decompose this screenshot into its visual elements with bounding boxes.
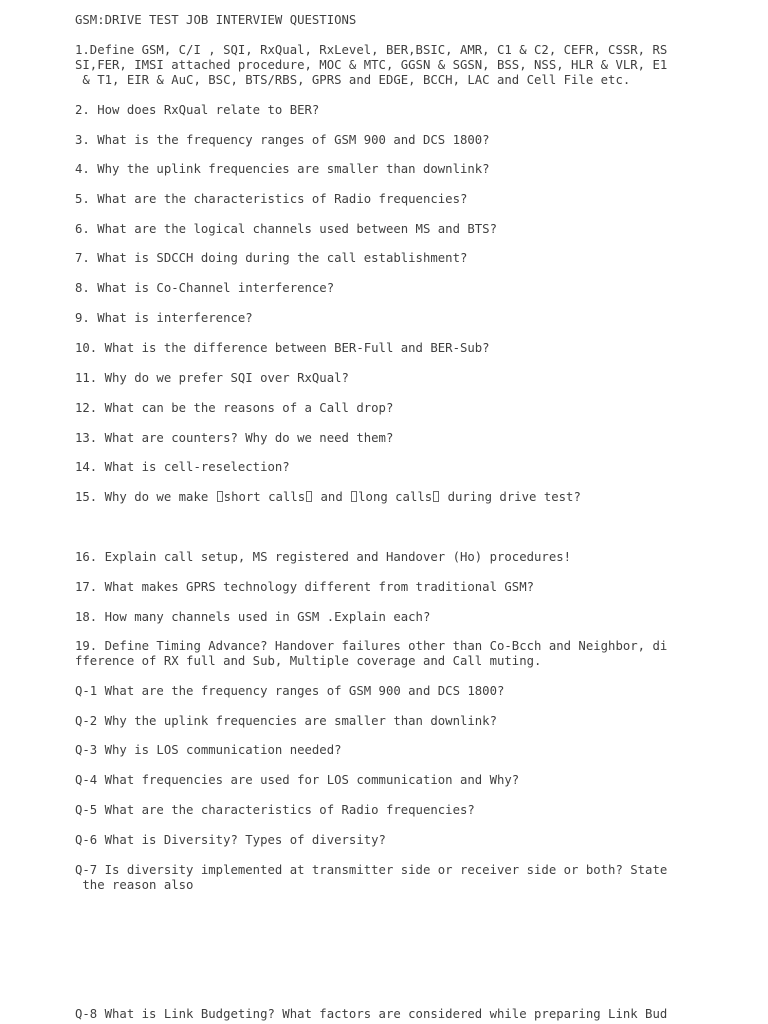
question-1-line-2: SI,FER, IMSI attached procedure, MOC & MTC, GGSN & SGSN, BSS, NSS, HLR & VLR, E1: [75, 58, 668, 72]
q-2: Q-2 Why the uplink frequencies are smaller than downlink?: [75, 714, 497, 728]
question-8: 8. What is Co-Channel interference?: [75, 281, 335, 295]
question-14: 14. What is cell-reselection?: [75, 460, 290, 474]
q-3: Q-3 Why is LOS communication needed?: [75, 743, 342, 757]
q-1: Q-1 What are the frequency ranges of GSM 900 and DCS 1800?: [75, 684, 505, 698]
question-18: 18. How many channels used in GSM .Explain each?: [75, 610, 431, 624]
question-2: 2. How does RxQual relate to BER?: [75, 103, 320, 117]
question-5: 5. What are the characteristics of Radio frequencies?: [75, 192, 468, 206]
question-3: 3. What is the frequency ranges of GSM 900 and DCS 1800?: [75, 133, 490, 147]
q-5: Q-5 What are the characteristics of Radio frequencies?: [75, 803, 475, 817]
question-15-part-a: 15. Why do we make: [75, 490, 216, 504]
question-19-line-2: fference of RX full and Sub, Multiple coverage and Call muting.: [75, 654, 542, 668]
question-1-line-3: & T1, EIR & AuC, BSC, BTS/RBS, GPRS and EDGE, BCCH, LAC and Cell File etc.: [75, 73, 631, 87]
question-15-part-e: during drive test?: [440, 490, 581, 504]
question-15-part-b: short calls: [223, 490, 306, 504]
question-11: 11. Why do we prefer SQI over RxQual?: [75, 371, 349, 385]
q-4: Q-4 What frequencies are used for LOS communication and Why?: [75, 773, 520, 787]
question-13: 13. What are counters? Why do we need them?: [75, 431, 394, 445]
question-19-line-1: 19. Define Timing Advance? Handover failures other than Co-Bcch and Neighbor, di: [75, 639, 668, 653]
question-6: 6. What are the logical channels used between MS and BTS?: [75, 222, 497, 236]
question-4: 4. Why the uplink frequencies are smaller than downlink?: [75, 162, 490, 176]
question-7: 7. What is SDCCH doing during the call establishment?: [75, 251, 468, 265]
q-6: Q-6 What is Diversity? Types of diversity?: [75, 833, 386, 847]
q-7-line-2: the reason also: [75, 878, 194, 892]
missing-glyph-icon: [433, 491, 439, 502]
question-15-part-d: long calls: [358, 490, 433, 504]
question-1-line-1: 1.Define GSM, C/I , SQI, RxQual, RxLevel, BER,BSIC, AMR, C1 & C2, CEFR, CSSR, RS: [75, 43, 668, 57]
missing-glyph-icon: [306, 491, 312, 502]
missing-glyph-icon: [351, 491, 357, 502]
question-15-part-c: and: [313, 490, 351, 504]
question-12: 12. What can be the reasons of a Call drop?: [75, 401, 394, 415]
missing-glyph-icon: [217, 491, 223, 502]
question-15: [75, 490, 685, 505]
question-10: 10. What is the difference between BER-Full and BER-Sub?: [75, 341, 490, 355]
q-7-line-1: Q-7 Is diversity implemented at transmitter side or receiver side or both? State: [75, 863, 668, 877]
question-17: 17. What makes GPRS technology different from traditional GSM?: [75, 580, 535, 594]
question-9: 9. What is interference?: [75, 311, 253, 325]
question-16: 16. Explain call setup, MS registered and Handover (Ho) procedures!: [75, 550, 572, 564]
document-title: GSM:DRIVE TEST JOB INTERVIEW QUESTIONS: [75, 13, 357, 27]
q-8: Q-8 What is Link Budgeting? What factors are considered while preparing Link Bud: [75, 1007, 668, 1021]
